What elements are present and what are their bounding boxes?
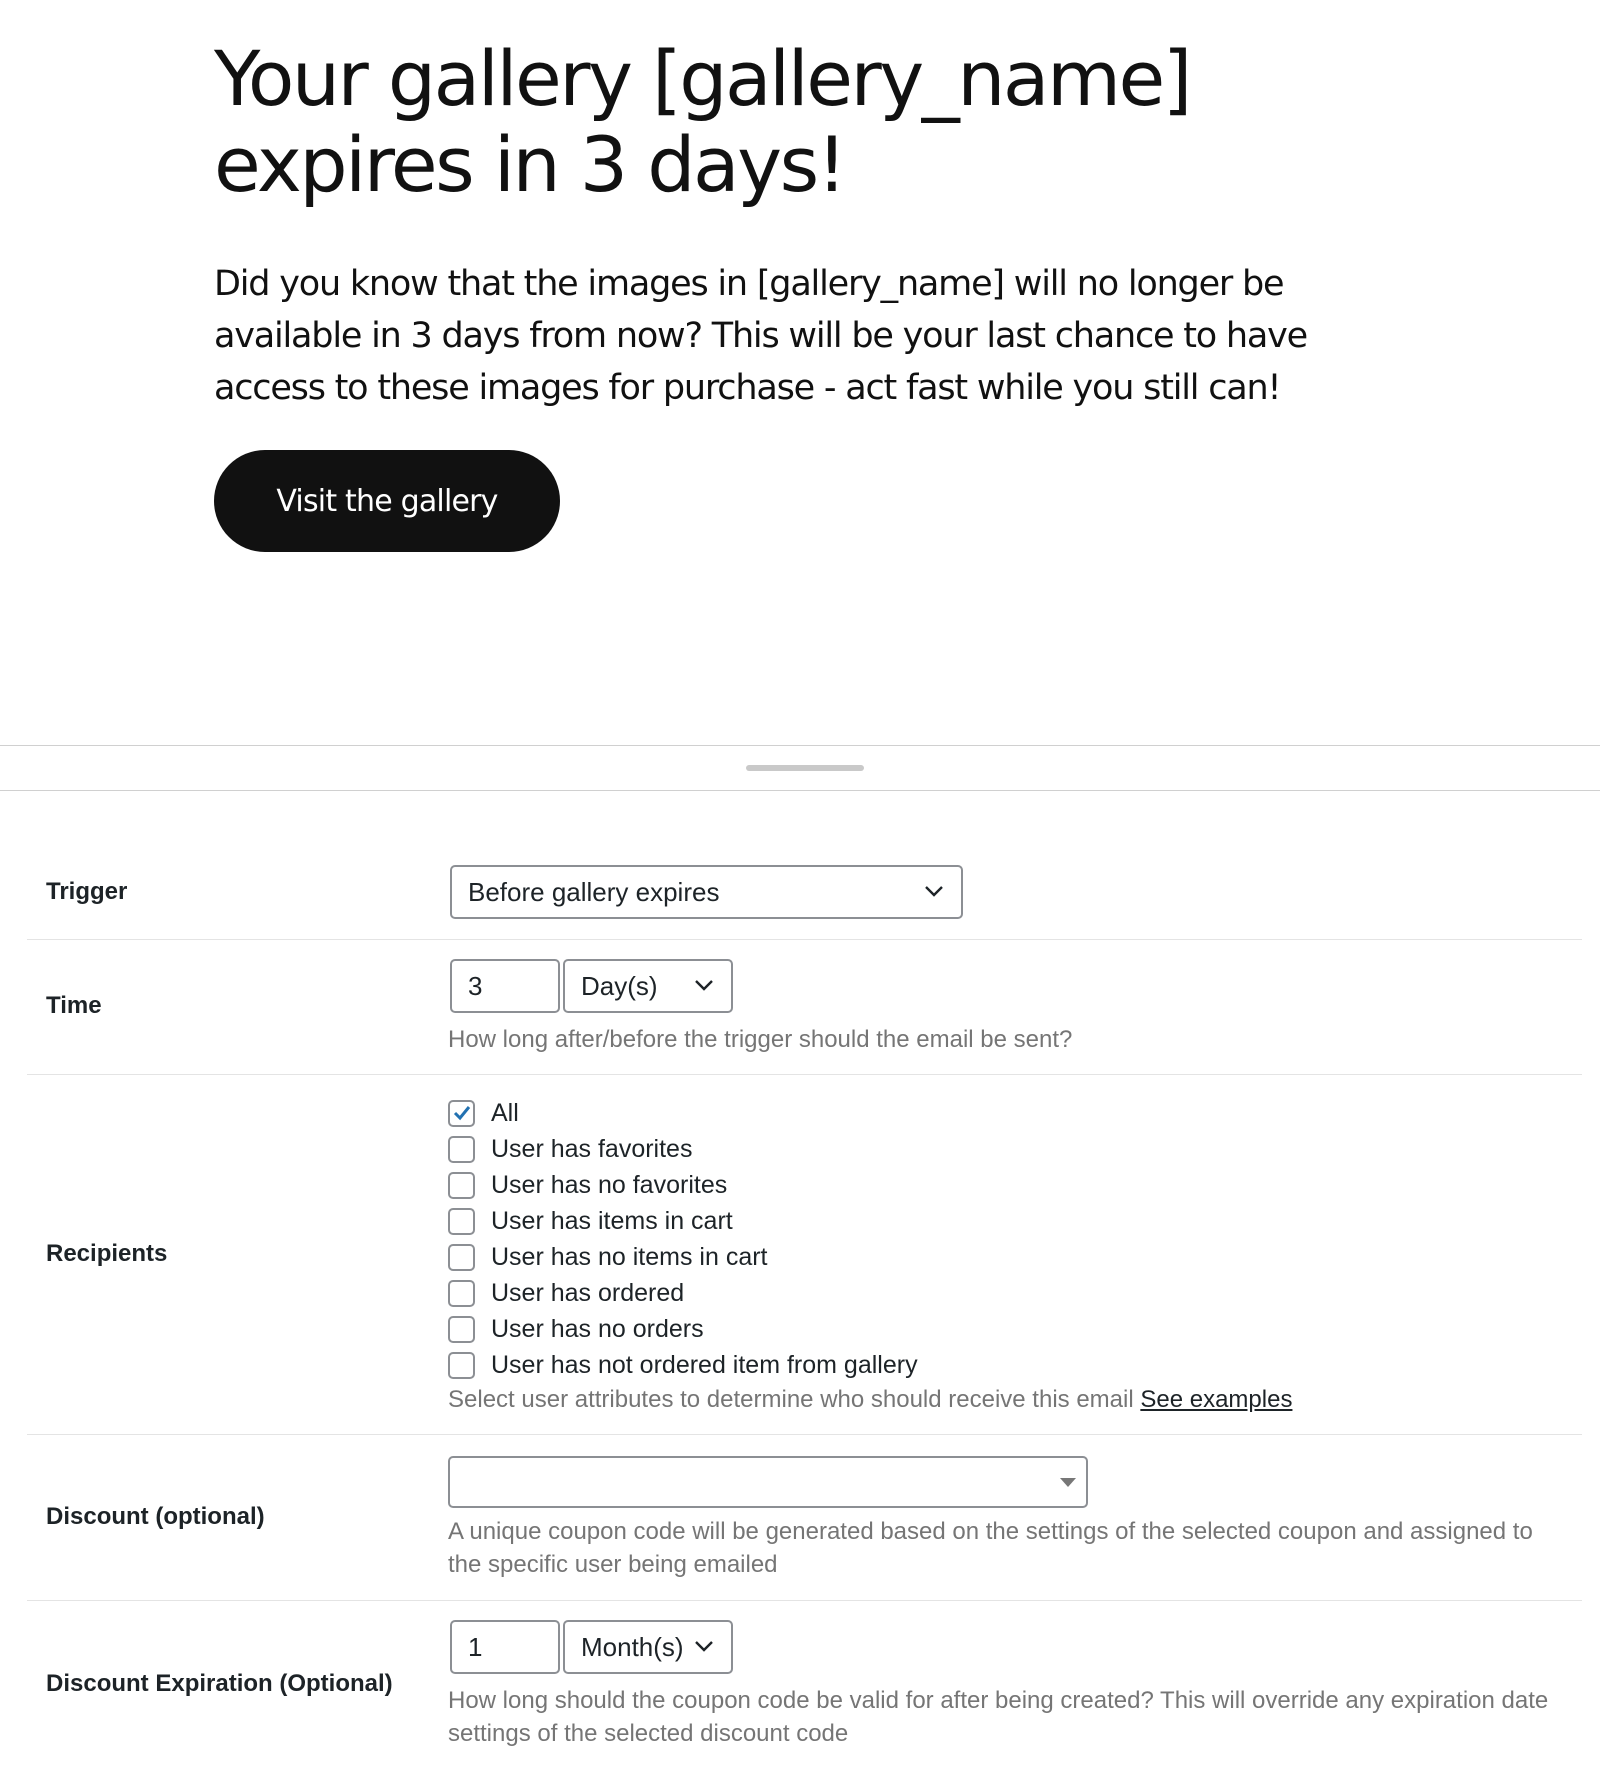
recipient-option-no-items-in-cart[interactable] — [448, 1241, 768, 1273]
discount-expiration-amount-input[interactable] — [450, 1620, 560, 1674]
recipient-option-has-ordered[interactable] — [448, 1277, 684, 1309]
panel-divider — [0, 745, 1600, 746]
checkbox-label: User has no orders — [491, 1314, 704, 1343]
checkbox-no-orders[interactable] — [448, 1316, 475, 1343]
recipient-option-no-favorites[interactable] — [448, 1169, 727, 1201]
row-separator — [27, 1074, 1582, 1075]
email-preview — [0, 0, 1600, 746]
checkbox-all[interactable] — [448, 1100, 475, 1127]
email-heading: Your gallery [gallery_name] expires in 3 days! — [214, 34, 1190, 209]
recipient-option-has-favorites[interactable] — [448, 1133, 692, 1165]
checkbox-label: User has favorites — [491, 1134, 693, 1163]
resize-handle[interactable] — [746, 765, 864, 771]
panel-divider — [0, 790, 1600, 791]
trigger-label: Trigger — [46, 878, 128, 905]
time-amount-input[interactable] — [450, 959, 560, 1013]
recipients-help-text — [448, 1383, 1292, 1416]
recipient-option-not-ordered-item[interactable] — [448, 1349, 918, 1381]
see-examples-link[interactable]: See examples — [1140, 1386, 1293, 1413]
recipient-option-all[interactable] — [448, 1097, 519, 1129]
recipients-label: Recipients — [46, 1240, 168, 1267]
checkbox-no-favorites[interactable] — [448, 1172, 475, 1199]
discount-label: Discount (optional) — [46, 1503, 265, 1530]
time-label: Time — [46, 992, 102, 1019]
email-body-text: Did you know that the images in [gallery_name] will no longer be available in 3 days from now? This will be your last chance to have access to these images for purchase - act fast while you still can! — [214, 264, 1307, 408]
recipient-option-items-in-cart[interactable] — [448, 1205, 733, 1237]
discount-expiration-label: Discount Expiration (Optional) — [46, 1670, 393, 1697]
checkbox-label: User has items in cart — [491, 1206, 733, 1235]
checkbox-has-favorites[interactable] — [448, 1136, 475, 1163]
chevron-down-icon — [693, 978, 715, 992]
recipients-help-label: Select user attributes to determine who should receive this email — [448, 1386, 1134, 1413]
row-separator — [27, 1600, 1582, 1601]
trigger-select[interactable] — [450, 865, 963, 919]
chevron-down-icon — [693, 1639, 715, 1653]
checkbox-label: User has no favorites — [491, 1170, 728, 1199]
discount-expiration-unit-select[interactable] — [563, 1620, 733, 1674]
checkbox-label: User has ordered — [491, 1278, 685, 1307]
checkbox-items-in-cart[interactable] — [448, 1208, 475, 1235]
caret-down-icon — [1060, 1478, 1076, 1487]
visit-gallery-button[interactable]: Visit the gallery — [214, 450, 560, 552]
time-unit-select[interactable] — [563, 959, 733, 1013]
row-separator — [27, 1434, 1582, 1435]
discount-help-text: A unique coupon code will be generated based on the settings of the selected coupon and assigned to the specific user being emailed — [448, 1518, 1533, 1578]
checkbox-label: User has not ordered item from gallery — [491, 1350, 918, 1379]
row-separator — [27, 939, 1582, 940]
chevron-down-icon — [923, 884, 945, 898]
time-help-text: How long after/before the trigger should the email be sent? — [448, 1026, 1073, 1053]
discount-expiration-help-text: How long should the coupon code be valid for after being created? This will override any expiration date settings of the selected discount code — [448, 1687, 1549, 1747]
discount-select[interactable] — [448, 1456, 1088, 1508]
checkmark-icon — [452, 1103, 472, 1123]
checkbox-label: User has no items in cart — [491, 1242, 768, 1271]
trigger-select-value: Before gallery expires — [468, 876, 720, 907]
recipient-option-no-orders[interactable] — [448, 1313, 704, 1345]
checkbox-has-ordered[interactable] — [448, 1280, 475, 1307]
time-unit-value: Day(s) — [581, 970, 658, 1001]
checkbox-no-items-in-cart[interactable] — [448, 1244, 475, 1271]
checkbox-label: All — [491, 1098, 519, 1127]
checkbox-not-ordered-item[interactable] — [448, 1352, 475, 1379]
discount-expiration-unit-value: Month(s) — [581, 1631, 684, 1662]
